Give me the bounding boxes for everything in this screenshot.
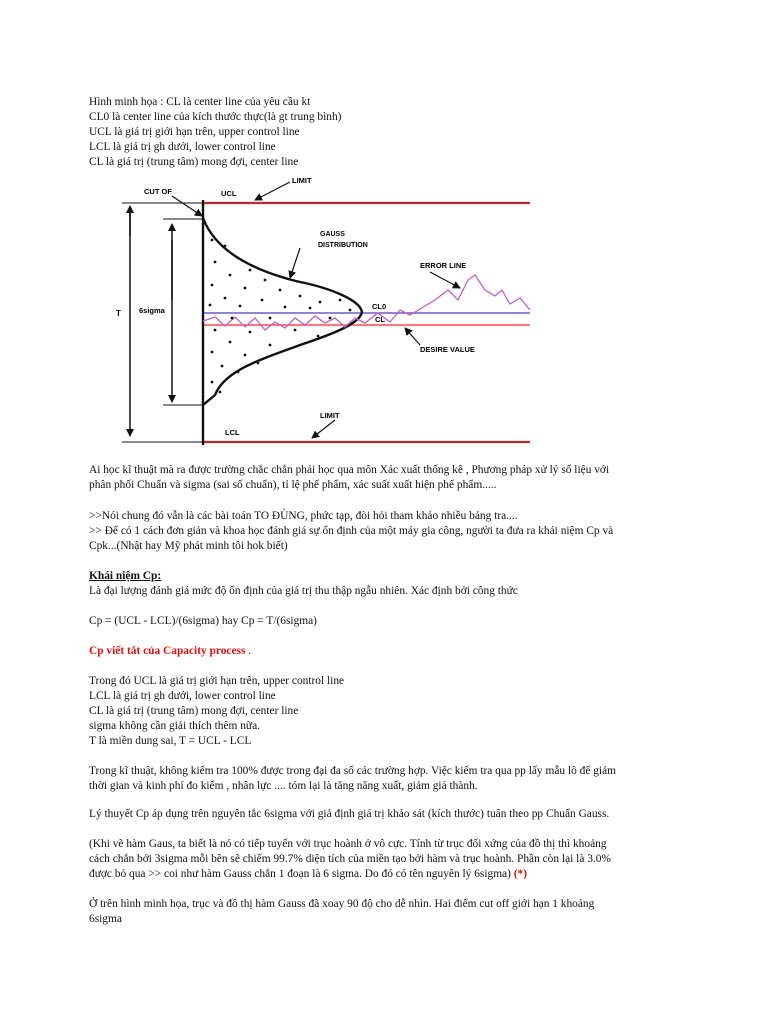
- cp-heading: Khái niệm Cp:: [89, 570, 162, 582]
- text-line: được bỏ qua >> coi như hàm Gauss chắn 1 đoạn là 6 sigma. Do đó có tên nguyên lý 6sigma): [89, 868, 511, 880]
- text-line: (Khi vẽ hàm Gaus, ta biết là nó có tiếp tuyến với trục hoành ở vô cực. Tính từ trục đối xứng của đồ thị thì khoảng: [89, 838, 607, 850]
- error-line-label: ERROR LINE: [420, 261, 467, 270]
- intro-text: [89, 95, 689, 170]
- text-line: Trong kĩ thuật, không kiểm tra 100% được trong đại đa số các trường hợp. Việc kiểm tra qua pp lấy mẫu lô để giảm: [89, 765, 617, 777]
- intro-line: CL là giá trị (trung tâm) mong đợi, center line: [89, 156, 299, 168]
- text-line: 6sigma: [89, 913, 122, 925]
- lcl-label: LCL: [225, 428, 240, 437]
- formula-block: [89, 614, 689, 629]
- paragraph-intro: [89, 463, 689, 493]
- cp-abbrev-block: [89, 644, 689, 659]
- paragraph-illustration-note: [89, 897, 689, 927]
- limit-bottom-leader: [312, 420, 335, 438]
- text-line: Lý thuyết Cp áp dụng trên nguyên tắc 6sigma với giả định giá trị khảo sát (kích thước) tuân theo pp Chuẩn Gauss.: [89, 808, 610, 820]
- definitions-list: [89, 674, 689, 749]
- sample-dots: [209, 239, 352, 394]
- desire-leader: [405, 328, 420, 345]
- intro-line: LCL là giá trị gh dưới, lower control line: [89, 141, 276, 153]
- cp-abbrev-dot: .: [245, 645, 252, 657]
- cl0-label: CL0: [372, 302, 387, 311]
- text-line: cách chắn bởi 3sigma mỗi bên sẽ chiếm 99.7% diện tích của miền tạo bởi hàm và trục hoành. Phần còn lại là 3.0%: [89, 853, 611, 865]
- paragraph-gauss: [89, 837, 689, 882]
- cp-definition: Là đại lượng đánh giá mức độ ổn định của giá trị thu thập ngẫu nhiên. Xác định bởi công thức: [89, 585, 518, 597]
- definition-line: CL là giá trị (trung tâm) mong đợi, center line: [89, 705, 299, 717]
- intro-line: UCL là giá trị giới hạn trên, upper control line: [89, 126, 300, 138]
- text-line: thời gian và kinh phí đo kiểm , nhân lực .... tóm lại là tăng năng xuất, giảm giá thành.: [89, 780, 478, 792]
- limit-bottom-label: LIMIT: [320, 411, 340, 420]
- intro-line: CL0 là center line của kích thước thực(là gt trung bình): [89, 111, 342, 123]
- footnote-mark: (*): [510, 868, 528, 880]
- text-line: phân phối Chuẩn và sigma (sai số chuẩn), tỉ lệ phế phẩm, xác suất xuất hiện phế phẩm.....: [89, 479, 497, 491]
- control-chart-diagram: [100, 168, 540, 453]
- desire-value-label: DESIRE VALUE: [420, 345, 475, 354]
- gauss-label-2: DISTRIBUTION: [318, 242, 368, 249]
- gauss-leader: [290, 248, 300, 278]
- error-line: [203, 275, 530, 330]
- paragraph-theory: [89, 807, 689, 822]
- cp-section: [89, 569, 689, 599]
- paragraph-notes: [89, 509, 689, 554]
- text-line: >>Nói chung đó vẫn là các bài toán TO ĐÙNG, phức tạp, đòi hỏi tham khảo nhiều bảng tra....: [89, 510, 518, 522]
- gauss-label-1: GAUSS: [320, 231, 345, 238]
- error-line-leader: [430, 272, 460, 288]
- cp-formula: Cp = (UCL - LCL)/(6sigma) hay Cp = T/(6sigma): [89, 615, 317, 627]
- ucl-label: UCL: [221, 189, 237, 198]
- text-line: Ai học kĩ thuật mà ra được trường chắc chắn phải học qua môn Xác xuất thống kê , Phương pháp xử lý số liệu với: [89, 464, 610, 476]
- definition-line: T là miền dung sai, T = UCL - LCL: [89, 735, 252, 747]
- text-line: >> Để có 1 cách đơn giản và khoa học đánh giá sự ổn định của một máy gia công, người ta đưa ra khái niệm Cp và: [89, 525, 614, 537]
- cl-label: CL: [375, 315, 385, 324]
- paragraph-sampling: [89, 764, 689, 794]
- limit-top-label: LIMIT: [292, 176, 312, 185]
- six-sigma-label: 6sigma: [139, 306, 165, 315]
- cp-abbrev: Cp viết tắt của Capacity process: [89, 645, 246, 657]
- text-line: Ở trên hình minh họa, trục và đồ thị hàm Gauss đã xoay 90 độ cho dễ nhìn. Hai điểm cut off giới hạn 1 khoảng: [89, 898, 595, 910]
- definition-line: Trong đó UCL là giá trị giới hạn trên, upper control line: [89, 675, 345, 687]
- t-label: T: [116, 309, 121, 318]
- definition-line: sigma không cần giải thích thêm nữa.: [89, 720, 260, 732]
- text-line: Cpk...(Nhật hay Mỹ phát minh tôi hok biết): [89, 540, 288, 552]
- intro-line: Hình minh họa : CL là center line của yêu cầu kt: [89, 96, 311, 108]
- limit-top-leader: [255, 182, 290, 200]
- cut-of-label: CUT OF: [144, 187, 172, 196]
- cut-of-leader: [172, 196, 202, 216]
- definition-line: LCL là giá trị gh dưới, lower control line: [89, 690, 276, 702]
